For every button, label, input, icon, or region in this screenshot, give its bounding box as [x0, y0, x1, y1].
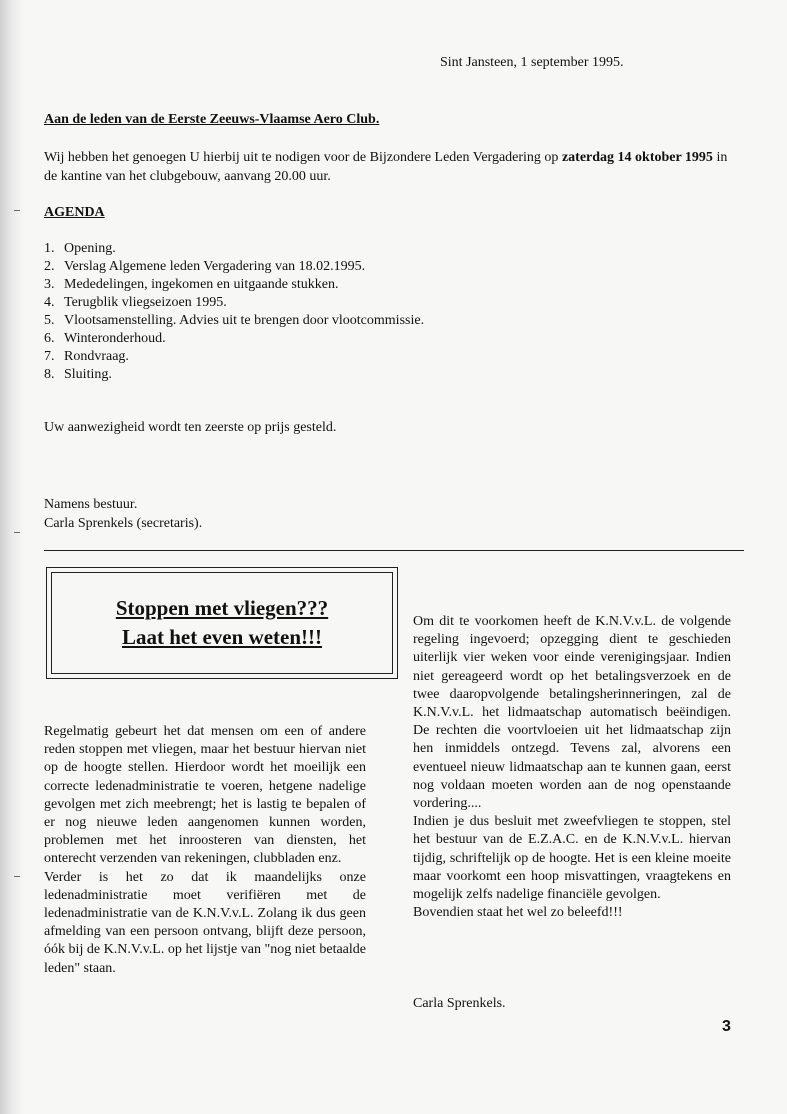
agenda-item — [44, 366, 424, 384]
intro-text-end: in de kantine van het clubgebouw, aanvang 20.00 uur. — [44, 150, 728, 184]
agenda-item-text: Winteronderhoud. — [64, 331, 166, 346]
letter-signoff — [44, 495, 202, 533]
presence-note: Uw aanwezigheid wordt ten zeerste op prijs gesteld. — [44, 420, 337, 435]
article-paragraph: Verder is het zo dat ik maandelijks onze ledenadministratie moet verifiëren met de ledenadministratie van de K.N.V.v.L. Zolang ik dus geen afmelding van een persoon ontvang, blijft deze persoon, óók bij de K.N.V.v.L. op het lijstje van "nog niet betaalde leden" staan. — [44, 869, 366, 976]
hole-mark — [14, 876, 20, 877]
agenda-item-text: Vlootsamenstelling. Advies uit te brengen door vlootcommissie. — [64, 313, 425, 328]
agenda-item-number: 8. — [44, 367, 55, 382]
article-paragraph: Indien je dus besluit met zweefvliegen te stoppen, stel het bestuur van de E.Z.A.C. en de K.N.V.v.L. hiervan tijdig, schriftelijk op de hoogte. Het is een kleine moeite maar voorkomt een hoop misvattingen, vraagtekens en mogelijk zelfs nadelige financiële gevolgen. — [413, 814, 731, 903]
meeting-date: zaterdag 14 oktober 1995 — [561, 150, 713, 165]
agenda-item-number: 2. — [44, 259, 55, 274]
agenda-item — [44, 276, 424, 294]
agenda-item — [44, 330, 424, 348]
agenda-item-number: 6. — [44, 331, 55, 346]
agenda-item — [44, 312, 424, 330]
agenda-list — [44, 240, 424, 384]
agenda-item-number: 5. — [44, 313, 55, 328]
article-paragraph: Om dit te voorkomen heeft de K.N.V.v.L. de volgende regeling ingevoerd; opzegging dient te geschieden uiterlijk vier weken voor einde verenigingsjaar. Indien niet gereageerd wordt op het betalingsverzoek en de twee daaropvolgende betalingsherinneringen, zal de K.N.V.v.L. het lidmaatschap automatisch beëindigen. De rechten die voortvloeien uit het lidmaatschap zijn hen inmiddels ontzegd. Tevens zal, alvorens een eventueel nieuw lidmaatschap aan te kunnen gaan, eerst nog voldaan moeten worden aan de nog openstaande vordering.... — [413, 614, 731, 812]
agenda-title: AGENDA — [44, 205, 105, 220]
letter-salutation: Aan de leden van de Eerste Zeeuws-Vlaamse Aero Club. — [44, 112, 380, 127]
agenda-item — [44, 240, 424, 258]
binding-edge — [0, 0, 24, 1114]
agenda-item-text: Mededelingen, ingekomen en uitgaande stukken. — [64, 277, 339, 292]
agenda-item-text: Rondvraag. — [64, 349, 129, 364]
intro-text-start: Wij hebben het genoegen U hierbij uit te nodigen voor de Bijzondere Leden Vergadering op — [44, 150, 562, 165]
agenda-item — [44, 258, 424, 276]
signoff-name: Carla Sprenkels (secretaris). — [44, 516, 203, 531]
agenda-item-text: Terugblik vliegseizoen 1995. — [64, 295, 227, 310]
agenda-item — [44, 294, 424, 312]
agenda-item — [44, 348, 424, 366]
article-author: Carla Sprenkels. — [413, 996, 506, 1011]
hole-mark — [14, 532, 20, 533]
article-column-left — [44, 723, 366, 978]
agenda-item-number: 4. — [44, 295, 55, 310]
article-paragraph: Regelmatig gebeurt het dat mensen om een of andere reden stoppen met vliegen, maar het bestuur hiervan niet op de hoogte stellen. Hierdoor wordt het moeilijk een correcte ledenadministratie te voeren, hetgene nadelige gevolgen met zich meebrengt; het is lastig te bepalen of er nog nieuwe leden aangenomen kunnen worden, problemen met het inroosteren van diensten, het onterecht verzenden van rekeningen, clubbladen enz. — [44, 724, 366, 867]
headline-line: Laat het even weten!!! — [121, 625, 323, 649]
headline-line: Stoppen met vliegen??? — [115, 596, 329, 620]
article-column-right — [413, 613, 731, 922]
section-divider — [44, 550, 744, 551]
hole-mark — [14, 210, 20, 211]
agenda-item-text: Sluiting. — [64, 367, 112, 382]
agenda-item-number: 3. — [44, 277, 55, 292]
page-number: 3 — [722, 1018, 731, 1035]
article-paragraph: Bovendien staat het wel zo beleefd!!! — [413, 905, 623, 921]
agenda-item-number: 1. — [44, 241, 55, 256]
agenda-item-text: Verslag Algemene leden Vergadering van 18.02.1995. — [64, 259, 366, 274]
headline-box — [46, 567, 398, 679]
headline-box-inner — [51, 572, 393, 674]
letter-date: Sint Jansteen, 1 september 1995. — [440, 55, 624, 70]
signoff-line: Namens bestuur. — [44, 497, 138, 512]
agenda-item-number: 7. — [44, 349, 55, 364]
agenda-item-text: Opening. — [64, 241, 116, 256]
letter-intro — [44, 148, 744, 186]
